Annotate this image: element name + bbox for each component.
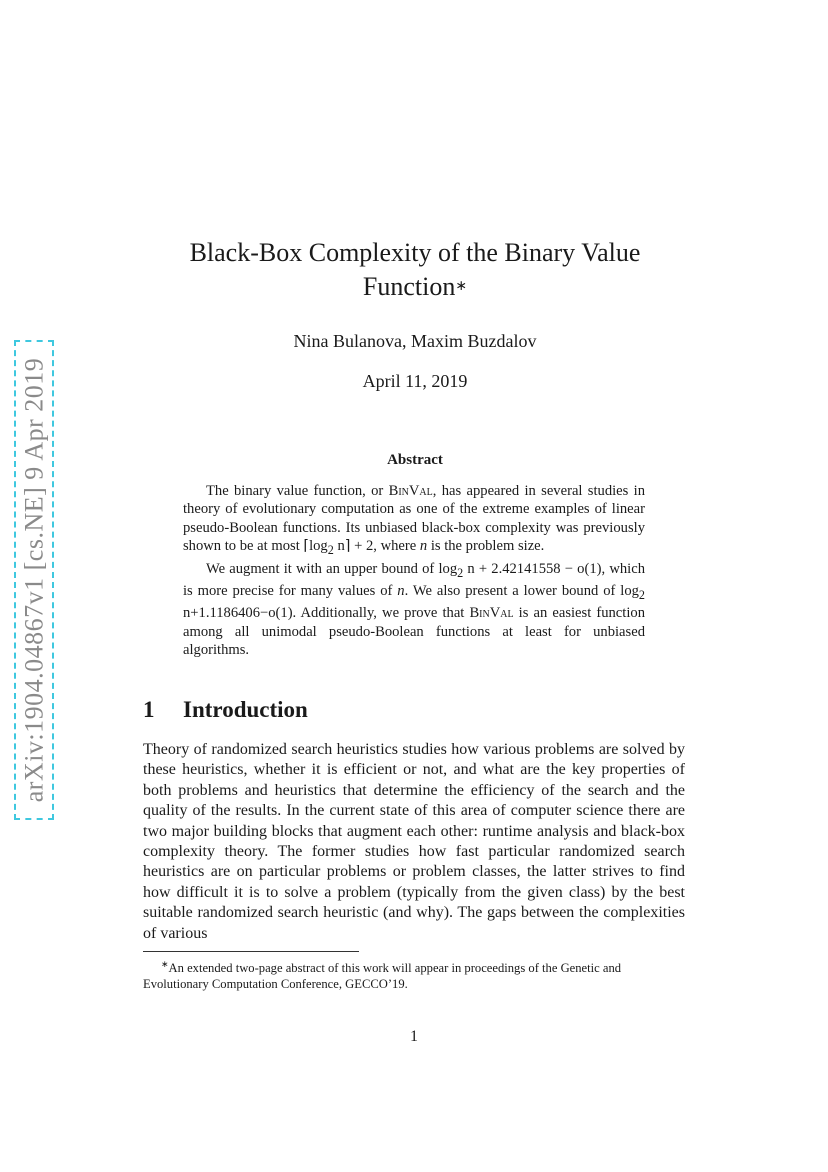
footnote-text: An extended two-page abstract of this work will appear in proceedings of the Genetic and Evolutionary Computation Conference, GECCO’19. <box>143 961 622 992</box>
math-n: n <box>397 582 405 599</box>
arxiv-stamp <box>14 340 54 820</box>
binval-term: BinVal <box>469 605 514 622</box>
abstract-paragraph-1 <box>183 482 645 560</box>
binval-term: BinVal <box>388 483 433 499</box>
title-line-2 <box>150 270 680 304</box>
introduction-paragraph: Theory of randomized search heuristics studies how various problems are solved by these heuristics, whether it is efficient or not, and what are the key properties of both problems and heuristics that determine the efficiency of the search and the quality of the results. In the current state of this area of computer science there are two major building blocks that augment each other: runtime analysis and black-box complexity theory. The former studies how fast particular randomized search heuristics are on particular problems or problem classes, the latter strives to find how difficult it is to solve a problem (typically from the given class) by the best suitable randomized search heuristic (and why). The gaps between the complexities of various <box>143 741 685 942</box>
footnote-mark: ∗ <box>161 959 169 969</box>
authors: Nina Bulanova, Maxim Buzdalov <box>293 331 537 351</box>
abstract-text: We augment it with an upper bound of log <box>206 560 458 577</box>
section-number: 1 <box>143 697 155 722</box>
footnote-rule <box>143 951 359 952</box>
abstract-text: n+1.1186406−o(1). Additionally, we prove that <box>183 605 470 622</box>
abstract-text: is the problem size. <box>427 538 545 555</box>
log-subscript: 2 <box>327 543 334 558</box>
date: April 11, 2019 <box>362 371 468 391</box>
section-title: Introduction <box>183 697 308 722</box>
title-line-2-text: Function <box>362 272 456 301</box>
section-heading <box>143 697 308 723</box>
abstract-body <box>183 482 645 659</box>
abstract-text: The binary value function, or <box>206 483 389 499</box>
arxiv-id: arXiv:1904.04867v1 [cs.NE] 9 Apr 2019 <box>19 357 48 803</box>
abstract-text: , has appeared in several studies in theory of evolutionary computation as one of the extreme examples of linear pseudo-Boolean functions. Its unbiased black-box complexity was previously shown to be at most ⌈log <box>183 483 645 555</box>
abstract-text: n + 2.42141558 − o(1), which is more precise for many values of <box>183 560 645 599</box>
abstract-paragraph-2 <box>183 560 645 660</box>
log-subscript: 2 <box>638 587 645 602</box>
abstract-heading: Abstract <box>387 452 443 468</box>
footnote <box>143 956 685 992</box>
log-subscript: 2 <box>457 565 464 580</box>
abstract-text: is an easiest function among all unimodal pseudo-Boolean functions at least for unbiased algorithms. <box>183 605 645 658</box>
paper-title <box>150 236 680 304</box>
title-footnote-mark: ∗ <box>455 279 468 294</box>
abstract-text: . We also present a lower bound of log <box>404 582 639 599</box>
title-line-1: Black-Box Complexity of the Binary Value <box>189 238 641 267</box>
page-number: 1 <box>410 1028 418 1045</box>
abstract-text: n⌉ + 2, where <box>333 538 420 555</box>
math-n: n <box>419 538 428 555</box>
